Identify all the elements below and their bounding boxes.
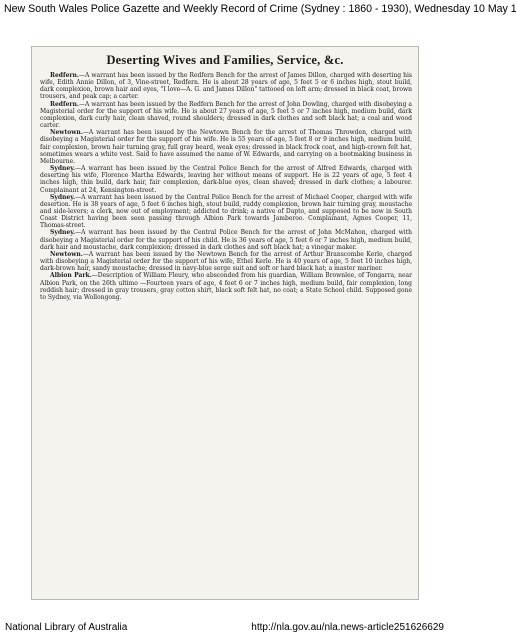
notice-text: —A warrant has been issued by the Newtown Bench for the arrest of Arthur Branscombe Kerle, charged with disobeying a Magisterial order for the support of his wife, Ethel Kerle. He is 40 years of age, 5 feet 10 inches high, dark-brown hair, sandy moustache; dressed in navy-blue serge suit and soft or hard black hat; a master mariner. <box>40 250 412 273</box>
notice <box>40 251 412 272</box>
notice <box>40 101 412 130</box>
notice-place: Redfern. <box>50 100 80 108</box>
notice <box>40 72 412 101</box>
notice-text: —A warrant has been issued by the Central Police Bench for the arrest of John McMahon, charged with disobeying a Magisterial order for the support of his child. He is 36 years of age, 5 feet 6 or 7 inches high, medium build, dark hair and moustache, dark complexion; dressed in dark clothes and soft black hat; a vinegar maker. <box>40 229 412 251</box>
notice <box>40 194 412 230</box>
notice-text: —A warrant has been issued by the Redfern Bench for the arrest of John Dowling, charged with disobeying a Magisterial order for the support of his wife. He is about 27 years of age, 5 feet 5 or 7 inches high, medium build, dark complexion, dark curly hair, clean shaved, round shoulders; dressed in dark clothes and soft black hat; a coal and wood carter. <box>40 100 412 130</box>
notice-place: Newtown. <box>50 129 83 137</box>
footer-article-url[interactable]: http://nla.gov.au/nla.news-article251626629 <box>251 622 444 633</box>
footer-library-name: National Library of Australia <box>5 622 128 633</box>
gazette-header: New South Wales Police Gazette and Weekly Record of Crime (Sydney : 1860 - 1930), Wednesday 10 May 1 <box>4 3 517 15</box>
notice-text: —A warrant has been issued by the Redfern Bench for the arrest of James Dillon, charged with deserting his wife, Edith Annie Dillon, of 3, Vine-street, Redfern. He is about 28 years of age, 5 feet 5 or 6 inches high, stout build, dark complexion, brown hair and eyes, "I love—A. G. and James Dillon" tattooed on left arm; dressed in black coat, brown trousers, and peak cap; a carter. <box>40 72 412 101</box>
notice-list <box>32 72 418 301</box>
article-title: Deserting Wives and Families, Service, &c. <box>106 53 344 67</box>
notice-text: —Description of William Fleury, who absconded from his guardian, William Brownlee, of Tongarra, near Albion Park, on the 26th ultimo —Fourteen years of age, 4 feet 6 or 7 inches high, medium build, fair complexion, long reddish hair; dressed in gray trousers, gray cotton shirt, black soft felt hat, no coat; a State School child. Supposed gone to Sydney, via Wollongong. <box>40 272 412 301</box>
notice-text: —A warrant has been issued by the Newtown Bench for the arrest of Thomas Throwden, charged with disobeying a Magisterial order for the support of his wife. He is 55 years of age, 5 feet 8 or 9 inches high, medium build, fair complexion, brown hair turning gray, full gray beard, weak eyes; dressed in black frock coat, and high-crown felt hat, sometimes wears a white vest. Said to have assumed the name of W. Edwards, and carrying on a bootmaking business in Melbourne. <box>40 129 412 165</box>
article-clipping <box>31 46 419 600</box>
notice-text: —A warrant has been issued by the Central Police Bench for the arrest of Alfred Edwards, charged with deserting his wife, Florence Martha Edwards, leaving her without means of support. He is 22 years of age, 5 feet 4 inches high, thin build, dark hair, fair complexion, dark-blue eyes, clean shaved; dressed in dark clothes; a labourer. Complainant at 24, Kensington-street. <box>40 165 412 194</box>
notice <box>40 229 412 250</box>
notice <box>40 165 412 194</box>
notice-place: Sydney. <box>50 229 76 237</box>
notice-place: Sydney. <box>50 193 76 201</box>
notice-place: Newtown. <box>50 250 83 258</box>
notice-place: Redfern. <box>50 72 80 79</box>
notice-place: Albion Park. <box>50 272 92 280</box>
page-footer <box>5 622 444 634</box>
notice <box>40 272 412 301</box>
notice-place: Sydney. <box>50 165 76 173</box>
notice <box>40 129 412 165</box>
notice-text: —A warrant has been issued by the Central Police Bench for the arrest of Michael Cooper, charged with wife desertion. He is 38 years of age, 5 feet 6 inches high, stout build, ruddy complexion, brown hair turning gray, moustache and side-levers; a clerk, now out of employment; addicted to drink; a native of Dapto, and supposed to be now in South Coast District having been seen passing through Albion Park towards Jamberoo. Complainant, Agnes Cooper, 11, Thomas-street. <box>40 193 412 230</box>
